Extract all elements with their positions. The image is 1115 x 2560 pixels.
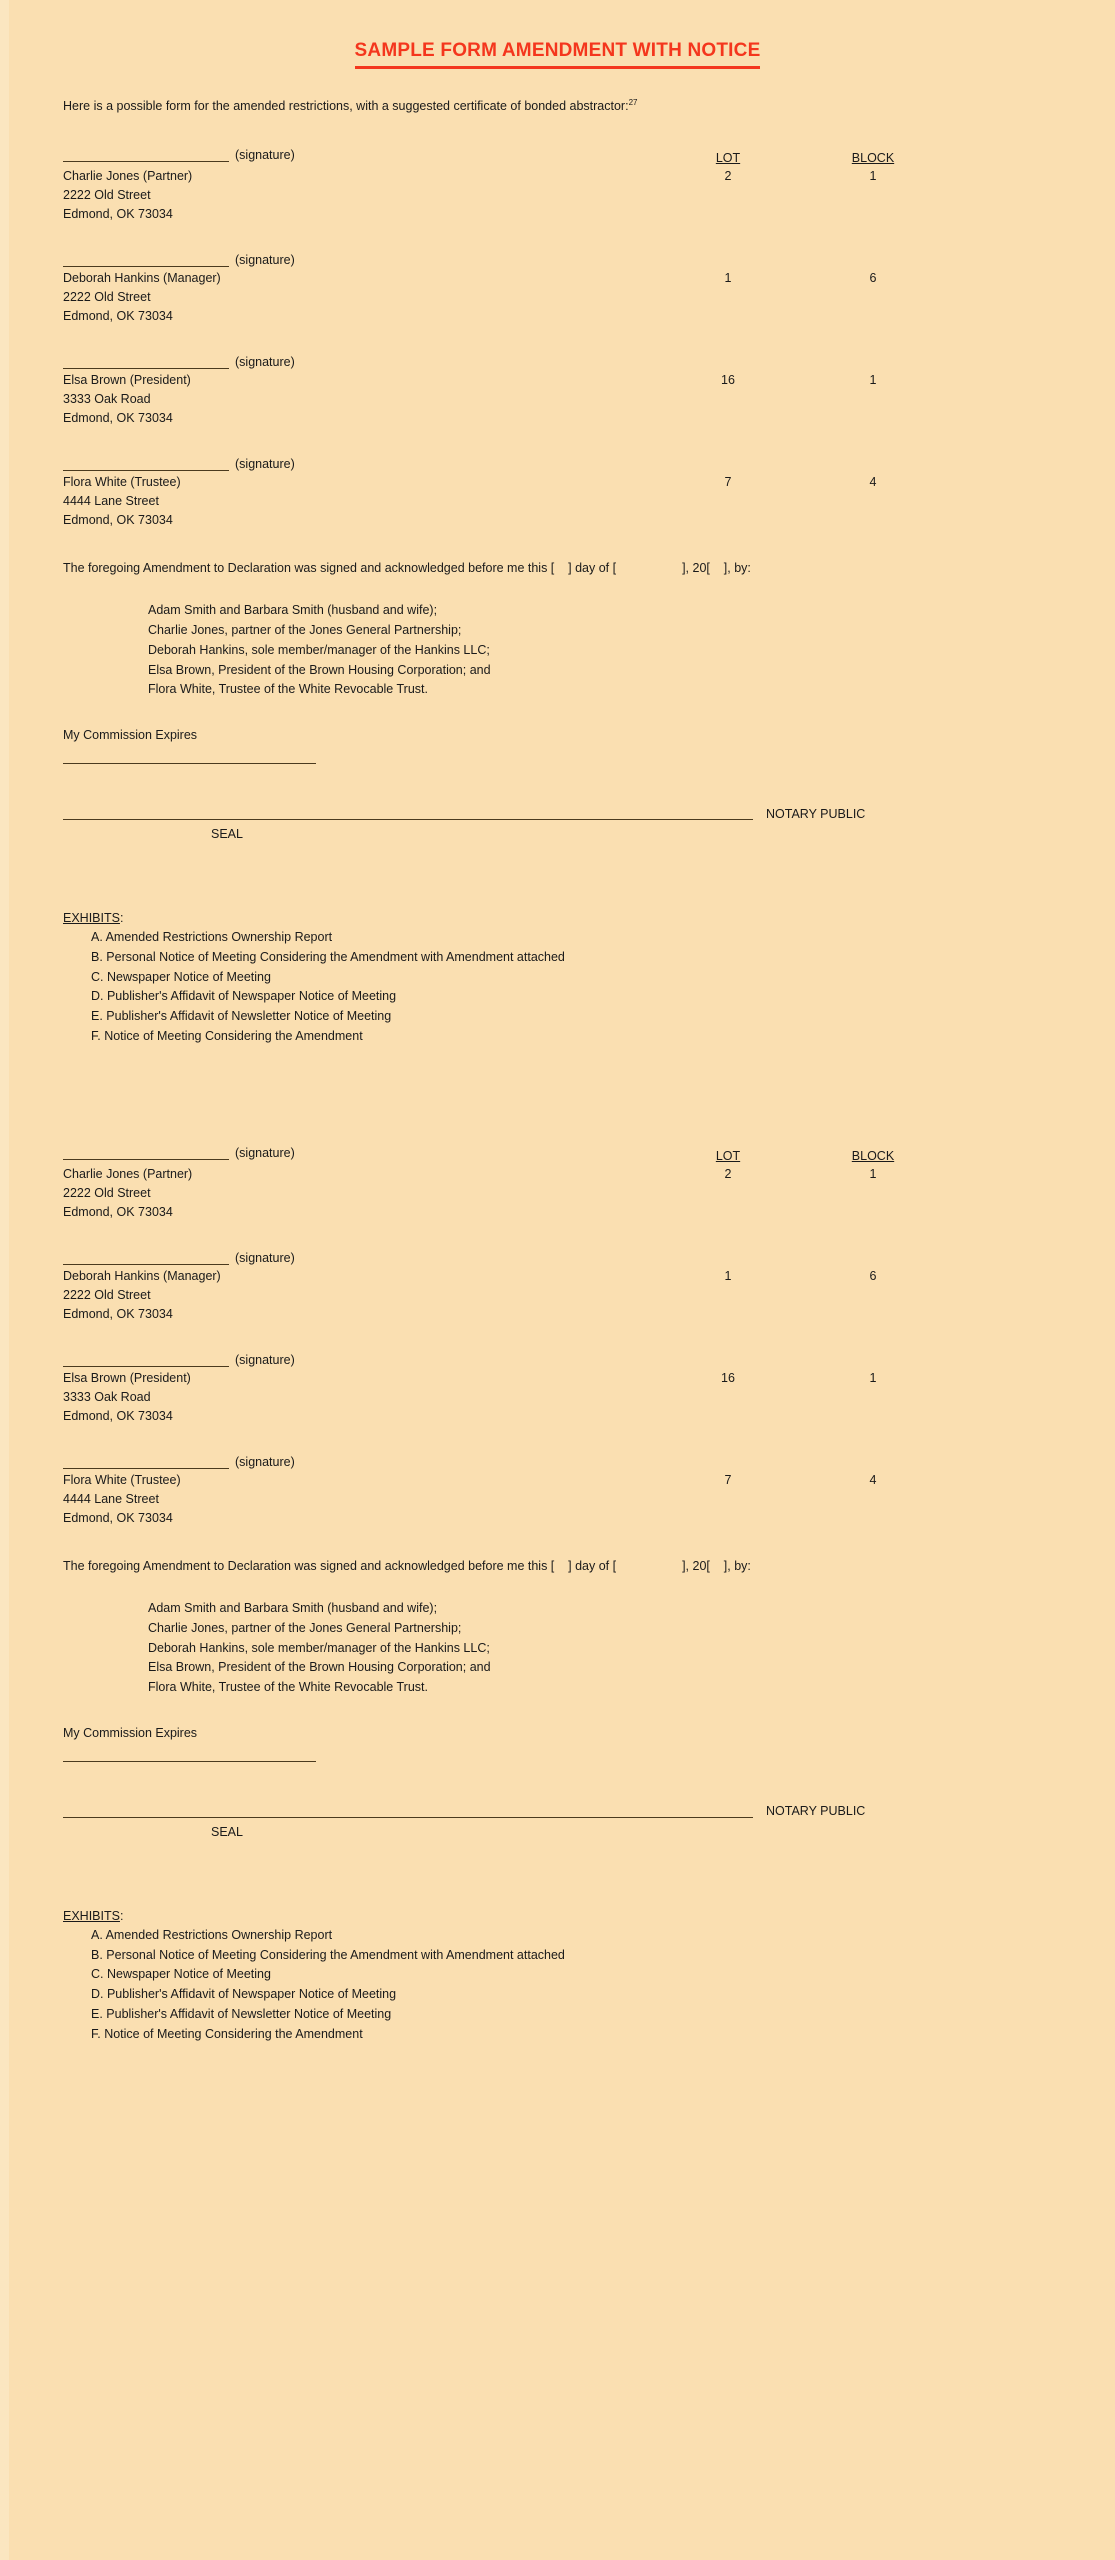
- signature-line-group: [63, 356, 1065, 369]
- block-value: 1: [869, 168, 877, 183]
- signatory-address-line1: 3333 Oak Road: [63, 391, 151, 406]
- signature-note-label: (signature): [235, 1146, 295, 1161]
- lot-value: 1: [724, 270, 732, 285]
- signature-line-group: [63, 1147, 658, 1160]
- exhibit-item: F. Notice of Meeting Considering the Amendment: [91, 1028, 363, 1043]
- party-list-item: Charlie Jones, partner of the Jones General Partnership;: [148, 1620, 462, 1635]
- block-value: 1: [869, 1370, 877, 1385]
- party-list-item: Elsa Brown, President of the Brown Housing Corporation; and: [148, 1660, 491, 1675]
- signature-note-label: (signature): [235, 148, 295, 163]
- signatory-name-row: [63, 1471, 1065, 1490]
- exhibit-item: D. Publisher's Affidavit of Newspaper Notice of Meeting: [91, 989, 397, 1004]
- block-column-header: BLOCK: [851, 1148, 895, 1163]
- signatory-name: Elsa Brown (President): [63, 372, 191, 387]
- section-spacer: [0, 1047, 1115, 1113]
- intro-paragraph: [63, 98, 1115, 115]
- acknowledgment-party-list: [148, 1599, 1115, 1698]
- commission-expires-rule[interactable]: [63, 762, 316, 764]
- lot-column-header: LOT: [715, 150, 741, 165]
- signatory-address-line1: 2222 Old Street: [63, 1287, 151, 1302]
- signature-line-row: [63, 149, 1065, 165]
- notary-public-label: NOTARY PUBLIC: [766, 1804, 866, 1819]
- signature-line-group: [63, 1354, 1065, 1367]
- signatory-address-line1: 4444 Lane Street: [63, 1491, 159, 1506]
- exhibit-item: E. Publisher's Affidavit of Newsletter Notice of Meeting: [91, 1009, 392, 1024]
- signatory-name: Flora White (Trustee): [63, 1472, 181, 1487]
- party-list-item: Elsa Brown, President of the Brown Housing Corporation; and: [148, 662, 491, 677]
- signature-rule[interactable]: [63, 356, 229, 369]
- signatory-address-line2: Edmond, OK 73034: [63, 1408, 173, 1423]
- party-list-item: Flora White, Trustee of the White Revocable Trust.: [148, 1680, 428, 1695]
- lot-value: 16: [721, 372, 735, 387]
- signature-note-label: (signature): [235, 457, 295, 472]
- party-list-item: Flora White, Trustee of the White Revocable Trust.: [148, 682, 428, 697]
- exhibit-item: B. Personal Notice of Meeting Considering the Amendment with Amendment attached: [91, 1947, 565, 1962]
- signature-rule[interactable]: [63, 1252, 229, 1265]
- exhibits-heading: [63, 911, 1115, 925]
- block-value: 1: [869, 1166, 877, 1181]
- commission-expires-rule[interactable]: [63, 1760, 316, 1762]
- signature-section-1: [63, 149, 1065, 530]
- signature-line-group: [63, 1252, 1065, 1265]
- page-title-container: [0, 0, 1115, 69]
- exhibits-section: [63, 911, 1115, 1047]
- exhibits-list: [63, 928, 1115, 1047]
- block-value: 1: [869, 372, 877, 387]
- exhibits-section: [63, 1909, 1115, 2045]
- block-value: 4: [869, 1472, 877, 1487]
- lot-value: 7: [724, 474, 732, 489]
- signature-line-group: [63, 1456, 1065, 1469]
- party-list-item: Charlie Jones, partner of the Jones General Partnership;: [148, 623, 462, 638]
- exhibits-heading-text: EXHIBITS: [63, 1908, 120, 1923]
- signatory-name-row: [63, 167, 1065, 186]
- signature-block: [63, 1456, 1065, 1528]
- page-bottom-spacer: [0, 2044, 1115, 2114]
- signature-line-group: [63, 458, 1065, 471]
- signature-rule[interactable]: [63, 1147, 229, 1160]
- lot-column-header: LOT: [715, 1148, 741, 1163]
- signature-note-label: (signature): [235, 1353, 295, 1368]
- party-list-item: Deborah Hankins, sole member/manager of the Hankins LLC;: [148, 642, 490, 657]
- signatory-name-row: [63, 1369, 1065, 1388]
- party-list-item: Adam Smith and Barbara Smith (husband and wife);: [148, 603, 438, 618]
- commission-expires-label: My Commission Expires: [63, 1725, 198, 1740]
- signatory-address-line1: 2222 Old Street: [63, 289, 151, 304]
- signatory-address-line2: Edmond, OK 73034: [63, 308, 173, 323]
- signature-section-2: [63, 1147, 1065, 1528]
- notary-signature-rule[interactable]: [63, 1805, 753, 1818]
- signatory-address-line1: 4444 Lane Street: [63, 493, 159, 508]
- signatory-address-line2: Edmond, OK 73034: [63, 1306, 173, 1321]
- exhibit-item: A. Amended Restrictions Ownership Report: [91, 930, 333, 945]
- signature-line-row: [63, 1147, 1065, 1163]
- signatory-name-row: [63, 371, 1065, 390]
- signature-line-group: [63, 149, 658, 162]
- exhibit-item: C. Newspaper Notice of Meeting: [91, 1967, 271, 1982]
- signature-note-label: (signature): [235, 253, 295, 268]
- exhibit-item: D. Publisher's Affidavit of Newspaper Notice of Meeting: [91, 1987, 397, 2002]
- signature-note-label: (signature): [235, 1251, 295, 1266]
- lot-value: 7: [724, 1472, 732, 1487]
- commission-expires-label: My Commission Expires: [63, 728, 198, 743]
- exhibits-heading-text: EXHIBITS: [63, 911, 120, 926]
- signature-rule[interactable]: [63, 1354, 229, 1367]
- exhibit-item: E. Publisher's Affidavit of Newsletter Notice of Meeting: [91, 2006, 392, 2021]
- acknowledgment-party-list: [148, 601, 1115, 700]
- signatory-address-line2: Edmond, OK 73034: [63, 1510, 173, 1525]
- lot-value: 2: [724, 168, 732, 183]
- notary-signature-row: [63, 807, 1075, 820]
- signatory-address-line2: Edmond, OK 73034: [63, 410, 173, 425]
- signatory-name-row: [63, 1267, 1065, 1286]
- signature-block: [63, 1147, 1065, 1222]
- footnote-marker: 27: [628, 97, 638, 107]
- party-list-item: Adam Smith and Barbara Smith (husband and wife);: [148, 1601, 438, 1616]
- signatory-name-row: [63, 1165, 1065, 1184]
- exhibits-list: [63, 1926, 1115, 2045]
- signature-block: [63, 149, 1065, 224]
- exhibits-heading: [63, 1909, 1115, 1923]
- intro-text: Here is a possible form for the amended restrictions, with a suggested certificate of bonded abstractor:: [63, 98, 629, 113]
- signature-note-label: (signature): [235, 355, 295, 370]
- signature-left: [63, 1147, 658, 1160]
- signatory-address-line2: Edmond, OK 73034: [63, 512, 173, 527]
- lot-value: 16: [721, 1370, 735, 1385]
- signatory-name: Elsa Brown (President): [63, 1370, 191, 1385]
- exhibits-heading-colon: :: [119, 1908, 124, 1923]
- block-column-header: BLOCK: [851, 150, 895, 165]
- signature-rule[interactable]: [63, 458, 229, 471]
- signature-block: [63, 1354, 1065, 1426]
- exhibits-heading-colon: :: [119, 911, 124, 926]
- signatory-address-line2: Edmond, OK 73034: [63, 1204, 173, 1219]
- block-value: 4: [869, 474, 877, 489]
- signatory-name: Deborah Hankins (Manager): [63, 1268, 221, 1283]
- signature-line-group: [63, 254, 1065, 267]
- notary-signature-row: [63, 1805, 1075, 1818]
- exhibit-item: C. Newspaper Notice of Meeting: [91, 969, 271, 984]
- signatory-address-line1: 3333 Oak Road: [63, 1389, 151, 1404]
- signature-block: [63, 254, 1065, 326]
- lot-value: 2: [724, 1166, 732, 1181]
- page-edge-strip: [0, 0, 9, 2560]
- party-list-item: Deborah Hankins, sole member/manager of the Hankins LLC;: [148, 1640, 490, 1655]
- lot-value: 1: [724, 1268, 732, 1283]
- signature-block: [63, 1252, 1065, 1324]
- acknowledgment-paragraph: The foregoing Amendment to Declaration was signed and acknowledged before me this [ ] day of [ ], 20[ ], by:: [63, 1558, 751, 1573]
- signatory-address-line1: 2222 Old Street: [63, 187, 151, 202]
- signatory-name: Deborah Hankins (Manager): [63, 270, 221, 285]
- seal-label: SEAL: [211, 1824, 243, 1839]
- signatory-address-line1: 2222 Old Street: [63, 1185, 151, 1200]
- signature-rule[interactable]: [63, 254, 229, 267]
- seal-label: SEAL: [211, 827, 243, 842]
- signatory-name-row: [63, 473, 1065, 492]
- exhibit-item: F. Notice of Meeting Considering the Amendment: [91, 2026, 363, 2041]
- exhibit-item: B. Personal Notice of Meeting Considering the Amendment with Amendment attached: [91, 949, 565, 964]
- exhibit-item: A. Amended Restrictions Ownership Report: [91, 1927, 333, 1942]
- signature-note-label: (signature): [235, 1455, 295, 1470]
- notary-public-label: NOTARY PUBLIC: [766, 806, 866, 821]
- signatory-name: Charlie Jones (Partner): [63, 1166, 193, 1181]
- signature-rule[interactable]: [63, 149, 229, 162]
- notary-signature-rule[interactable]: [63, 807, 753, 820]
- signature-left: [63, 149, 658, 162]
- signature-block: [63, 356, 1065, 428]
- page-title: SAMPLE FORM AMENDMENT WITH NOTICE: [355, 40, 761, 69]
- signatory-name-row: [63, 269, 1065, 288]
- signatory-name: Flora White (Trustee): [63, 474, 181, 489]
- signature-block: [63, 458, 1065, 530]
- signatory-name: Charlie Jones (Partner): [63, 168, 193, 183]
- signatory-address-line2: Edmond, OK 73034: [63, 206, 173, 221]
- acknowledgment-paragraph: The foregoing Amendment to Declaration was signed and acknowledged before me this [ ] day of [ ], 20[ ], by:: [63, 560, 751, 575]
- block-value: 6: [869, 1268, 877, 1283]
- signature-rule[interactable]: [63, 1456, 229, 1469]
- block-value: 6: [869, 270, 877, 285]
